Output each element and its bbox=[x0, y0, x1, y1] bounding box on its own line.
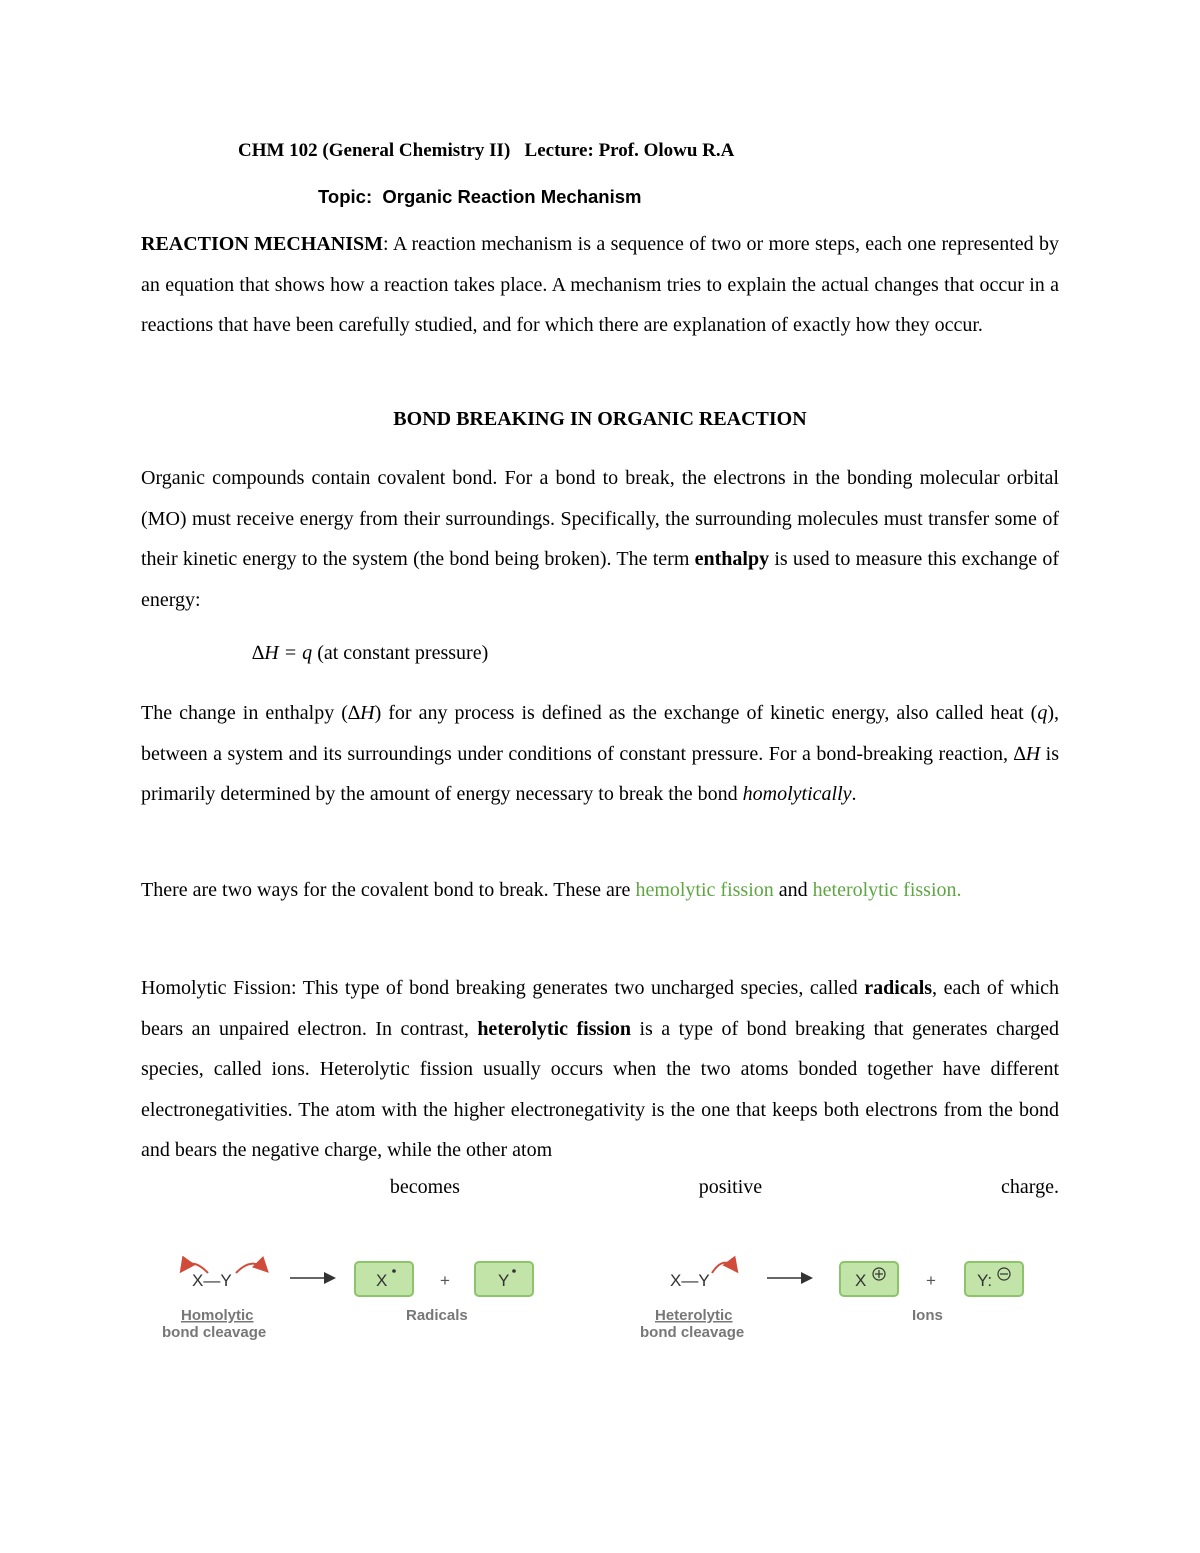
heterolytic-fission-term: heterolytic fission bbox=[477, 1017, 631, 1040]
p2-h1: H bbox=[360, 702, 375, 724]
topic-heading: Topic: Organic Reaction Mechanism bbox=[318, 186, 642, 207]
word-positive: positive bbox=[698, 1176, 763, 1198]
p2-text-a: The change in enthalpy (∆ bbox=[141, 702, 361, 724]
enthalpy-equation bbox=[252, 642, 488, 665]
radical-dot-icon bbox=[512, 1269, 516, 1273]
heterolytic-product2-box bbox=[965, 1262, 1023, 1296]
p4-text-c: is a type of bond breaking that generates charged species, called ions. Heterolytic fission usually occurs when the two atoms bonded together have different electronegativities. The atom with the higher electronegativity is the one that keeps both electrons from the bond and bears the negative charge, while the other atom bbox=[141, 1017, 1060, 1161]
word-charge: charge. bbox=[1001, 1176, 1059, 1198]
reaction-mechanism-paragraph bbox=[141, 224, 1059, 346]
p3-text-b: and bbox=[773, 879, 813, 901]
bond-cleavage-diagram bbox=[0, 1240, 1200, 1360]
homolytic-arrow-right-icon bbox=[236, 1264, 266, 1273]
header-course-line bbox=[238, 140, 734, 162]
course-title: CHM 102 (General Chemistry II) bbox=[238, 140, 511, 161]
p2-homolytically: homolytically bbox=[742, 783, 852, 805]
heterolytic-product1-box bbox=[840, 1262, 898, 1296]
radical-dot-icon bbox=[392, 1269, 396, 1273]
p2-text-e: . bbox=[851, 783, 857, 805]
homolytic-label-2: bond cleavage bbox=[162, 1324, 267, 1341]
homolytic-product1: X bbox=[376, 1271, 388, 1290]
homolytic-scheme bbox=[162, 1262, 533, 1341]
homolytic-reactant: X—Y bbox=[192, 1271, 232, 1290]
p4-text-b: , each of which bears an unpaired electron. In contrast, bbox=[141, 977, 1060, 1040]
p2-text-c: ), between a system and its surroundings under conditions of constant pressure. For a bond-breaking reaction, ∆ bbox=[141, 702, 1059, 765]
reaction-mechanism-term: REACTION MECHANISM bbox=[141, 233, 384, 255]
heterolytic-product1: X bbox=[855, 1271, 867, 1290]
ions-label: Ions bbox=[912, 1307, 943, 1324]
heterolytic-scheme bbox=[640, 1262, 1023, 1341]
p2-q: q bbox=[1037, 702, 1048, 724]
two-ways-paragraph bbox=[141, 870, 1059, 911]
enthalpy-term: enthalpy bbox=[694, 548, 770, 570]
heterolytic-label-1: Heterolytic bbox=[655, 1307, 733, 1324]
homolytic-product2: Y bbox=[498, 1271, 510, 1290]
p2-text-b: ) for any process is defined as the exchange of kinetic energy, also called heat ( bbox=[374, 702, 1038, 724]
homolytic-plus: + bbox=[440, 1271, 450, 1290]
lecturer: Lecture: Prof. Olowu R.A bbox=[524, 140, 735, 161]
equation-lhs: ∆H = q bbox=[252, 642, 313, 664]
reaction-mechanism-text: : A reaction mechanism is a sequence of two or more steps, each one represented by an equation that shows how a reaction takes place. A mechanism tries to explain the actual changes that occur in a reactions that have been carefully studied, and for which there are explanation of exactly how they occur. bbox=[141, 233, 1059, 336]
heterolytic-fission-link[interactable]: heterolytic fission. bbox=[812, 879, 962, 901]
enthalpy-paragraph bbox=[141, 458, 1059, 620]
p2-h2: H bbox=[1025, 742, 1041, 765]
radicals-term: radicals bbox=[864, 977, 933, 999]
heterolytic-product2: Y: bbox=[977, 1271, 993, 1290]
enthalpy-text-a: Organic compounds contain covalent bond. For a bond to break, the electrons in the bonding molecular orbital (MO) must receive energy from their surroundings. Specifically, the surrounding molecules must transfer some of their kinetic energy to the system (the bond being broken). The term bbox=[141, 467, 1059, 570]
justified-last-line bbox=[141, 1176, 1059, 1199]
bond-breaking-title: BOND BREAKING IN ORGANIC REACTION bbox=[393, 408, 807, 430]
heterolytic-arrow-icon bbox=[712, 1263, 736, 1273]
heterolytic-label-2: bond cleavage bbox=[640, 1324, 745, 1341]
word-becomes: becomes bbox=[389, 1176, 460, 1198]
radicals-label: Radicals bbox=[406, 1307, 468, 1324]
homolytic-fission-paragraph bbox=[141, 968, 1059, 1171]
homolytic-label-1: Homolytic bbox=[181, 1307, 254, 1324]
p2-text-d: is primarily determined by the amount of energy necessary to break the bond bbox=[141, 742, 1060, 805]
equation-rhs: (at constant pressure) bbox=[312, 642, 489, 664]
hemolytic-fission-link[interactable]: hemolytic fission bbox=[635, 879, 774, 901]
enthalpy-change-paragraph bbox=[141, 693, 1059, 815]
p3-text-a: There are two ways for the covalent bond to break. These are bbox=[141, 879, 636, 901]
heterolytic-plus: + bbox=[926, 1271, 936, 1290]
enthalpy-text-b: is used to measure this exchange of energy: bbox=[141, 548, 1059, 611]
heterolytic-reactant: X—Y bbox=[670, 1271, 710, 1290]
p4-text-a: Homolytic Fission: This type of bond breaking generates two uncharged species, called bbox=[141, 977, 865, 999]
